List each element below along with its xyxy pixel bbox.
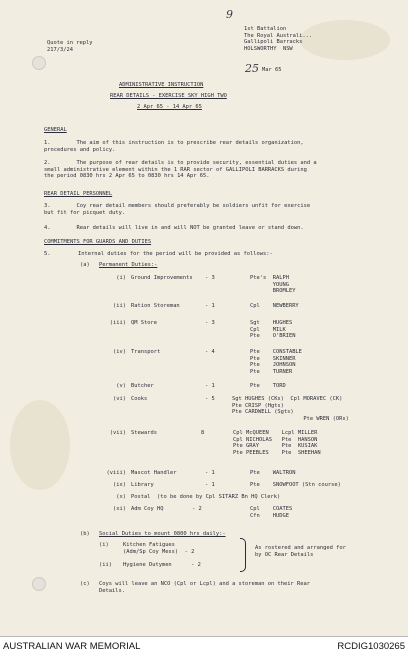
heading-rear-detail: REAR DETAIL PERSONNEL [44,191,113,197]
duty-personnel: Cpl NEWBERRY [250,303,299,309]
duty-name: Library [131,482,154,488]
duty-count: - 1 [205,470,215,476]
duty-count: - 2 [192,506,202,512]
paragraph-3: 3. Coy rear detail members should preferably be soldiers unfit for exercise but fit for picquet duty. [44,203,311,216]
punch-hole-top [32,56,46,70]
duty-name: Stewards [131,430,157,436]
duty-personnel: Pte SNOWFOOT (Stn course) [250,482,341,488]
duty-name: Mascot Handler [131,470,177,476]
duty-count: - 4 [205,349,215,355]
footer-source: AUSTRALIAN WAR MEMORIAL [3,641,141,652]
date-typed: Mar 65 [262,67,282,73]
paragraph-2: 2. The purpose of rear details is to provide security, essential duties and a small administrative element within the 1 RAR sector of GALLIPOLI BARRACKS during the period 0830 hrs 2 Apr 65 to 0830 hrs 14 Apr 65. [44,160,317,180]
duty-personnel: Pte TORD [250,383,286,389]
social-note: As rostered and arranged for by OC Rear Details [255,545,346,558]
duty-number: (ix) [113,482,126,488]
closing-text: Coys will leave an NCO (Cpl or Lcpl) and a storeman on their Rear Details. [99,581,310,594]
footer-record-id: RCDIG1030265 [337,641,405,652]
duty-personnel: Sgt HUGHES Cpl MILK Pte O'BRIEN [250,320,296,340]
paragraph-5-text: Internal duties for the period will be provided as follows:- [78,251,273,257]
duty-number: (viii) [106,470,126,476]
brace [240,538,246,572]
duty-count: - 1 [205,303,215,309]
social-item-number: (ii) [99,562,112,568]
duty-personnel: Pte's RALPH YOUNG BROMLEY [250,275,296,295]
duty-name: Postal (to be done by Cpl SITARZ Bn HQ Clerk) [131,494,281,500]
duty-name: Ration Storeman [131,303,180,309]
title-line-3: 2 Apr 65 - 14 Apr 65 [137,104,202,110]
social-item-number: (i) [99,542,109,548]
duty-number: (v) [116,383,126,389]
duty-number: (ii) [113,303,126,309]
duty-name: Adm Coy HQ [131,506,164,512]
duty-name: QM Store [131,320,157,326]
subpara-a: (a) [80,262,90,268]
unit-address: 1st Battalion The Royal Australi... Gallipoli Barracks HOLSWORTHY NSW [244,26,313,52]
duty-count: - 5 [205,396,215,402]
duty-count: - 3 [205,320,215,326]
duty-number: (x) [116,494,126,500]
duty-number: (iii) [109,320,126,326]
duty-name: Transport [131,349,161,355]
paper-stain [300,20,390,60]
duty-number: (xi) [113,506,126,512]
duty-number: (i) [116,275,126,281]
duty-name: Ground Improvements [131,275,193,281]
punch-hole-bottom [32,577,46,591]
title-line-2: REAR DETAILS - EXERCISE SKY HIGH TWO [110,93,227,99]
paragraph-1: 1. The aim of this instruction is to prescribe rear details organization, procedures and policy. [44,140,304,153]
paragraph-4: 4. Rear details will live in and will NOT be granted leave or stand down. [44,225,304,231]
duty-number: (vii) [109,430,126,436]
paper-stain [10,400,70,490]
archive-footer [0,636,408,655]
duty-personnel: Cpl COATES Cfn HUDGE [250,506,293,519]
paragraph-5-number: 5. [44,251,51,257]
social-item-text: Kitchen Fatigues (Adm/Sp Coy Mess) - 2 [123,542,195,555]
heading-general: GENERAL [44,127,67,133]
subpara-c: (c) [80,581,90,587]
duty-count: - 1 [205,383,215,389]
permanent-duties-heading: Permanent Duties:- [99,262,158,268]
duty-personnel: Cpl McQUEEN Lcpl MILLER Cpl NICHOLAS Pte HANSON Pte GRAY Pte KUSIAK Pte PEEBLES Pte SHEEHAN [233,430,321,456]
duty-name: Cooks [131,396,148,402]
duty-personnel: Pte WALTRON [250,470,296,476]
duty-personnel: Sgt HUGHES (CKs) Cpl MORAVEC (CK) Pte CRISP (Hgts) Pte CARDWELL (Sgts) Pte WREN (ORs) [232,396,349,422]
date-handwritten: 25 [245,62,259,75]
duty-personnel: Pte CONSTABLE Pte SKINNER Pte JOHNSON Pte TURNER [250,349,302,375]
social-duties-heading: Social Duties to mount 0800 hrs daily:- [99,531,226,537]
heading-commitments: COMMITMENTS FOR GUARDS AND DUTIES [44,239,152,245]
reply-reference: Quote in reply 217/3/24 [47,40,93,53]
subpara-b: (b) [80,531,90,537]
duty-number: (iv) [113,349,126,355]
duty-number: (vi) [113,396,126,402]
title-line-1: ADMINISTRATIVE INSTRUCTION [119,82,204,88]
duty-count: 8 [201,430,205,436]
duty-name: Butcher [131,383,154,389]
social-item-text: Hygiene Dutymen - 2 [123,562,201,568]
duty-count: - 3 [205,275,215,281]
page-number-mark: 9 [226,8,233,21]
duty-count: - 1 [205,482,215,488]
